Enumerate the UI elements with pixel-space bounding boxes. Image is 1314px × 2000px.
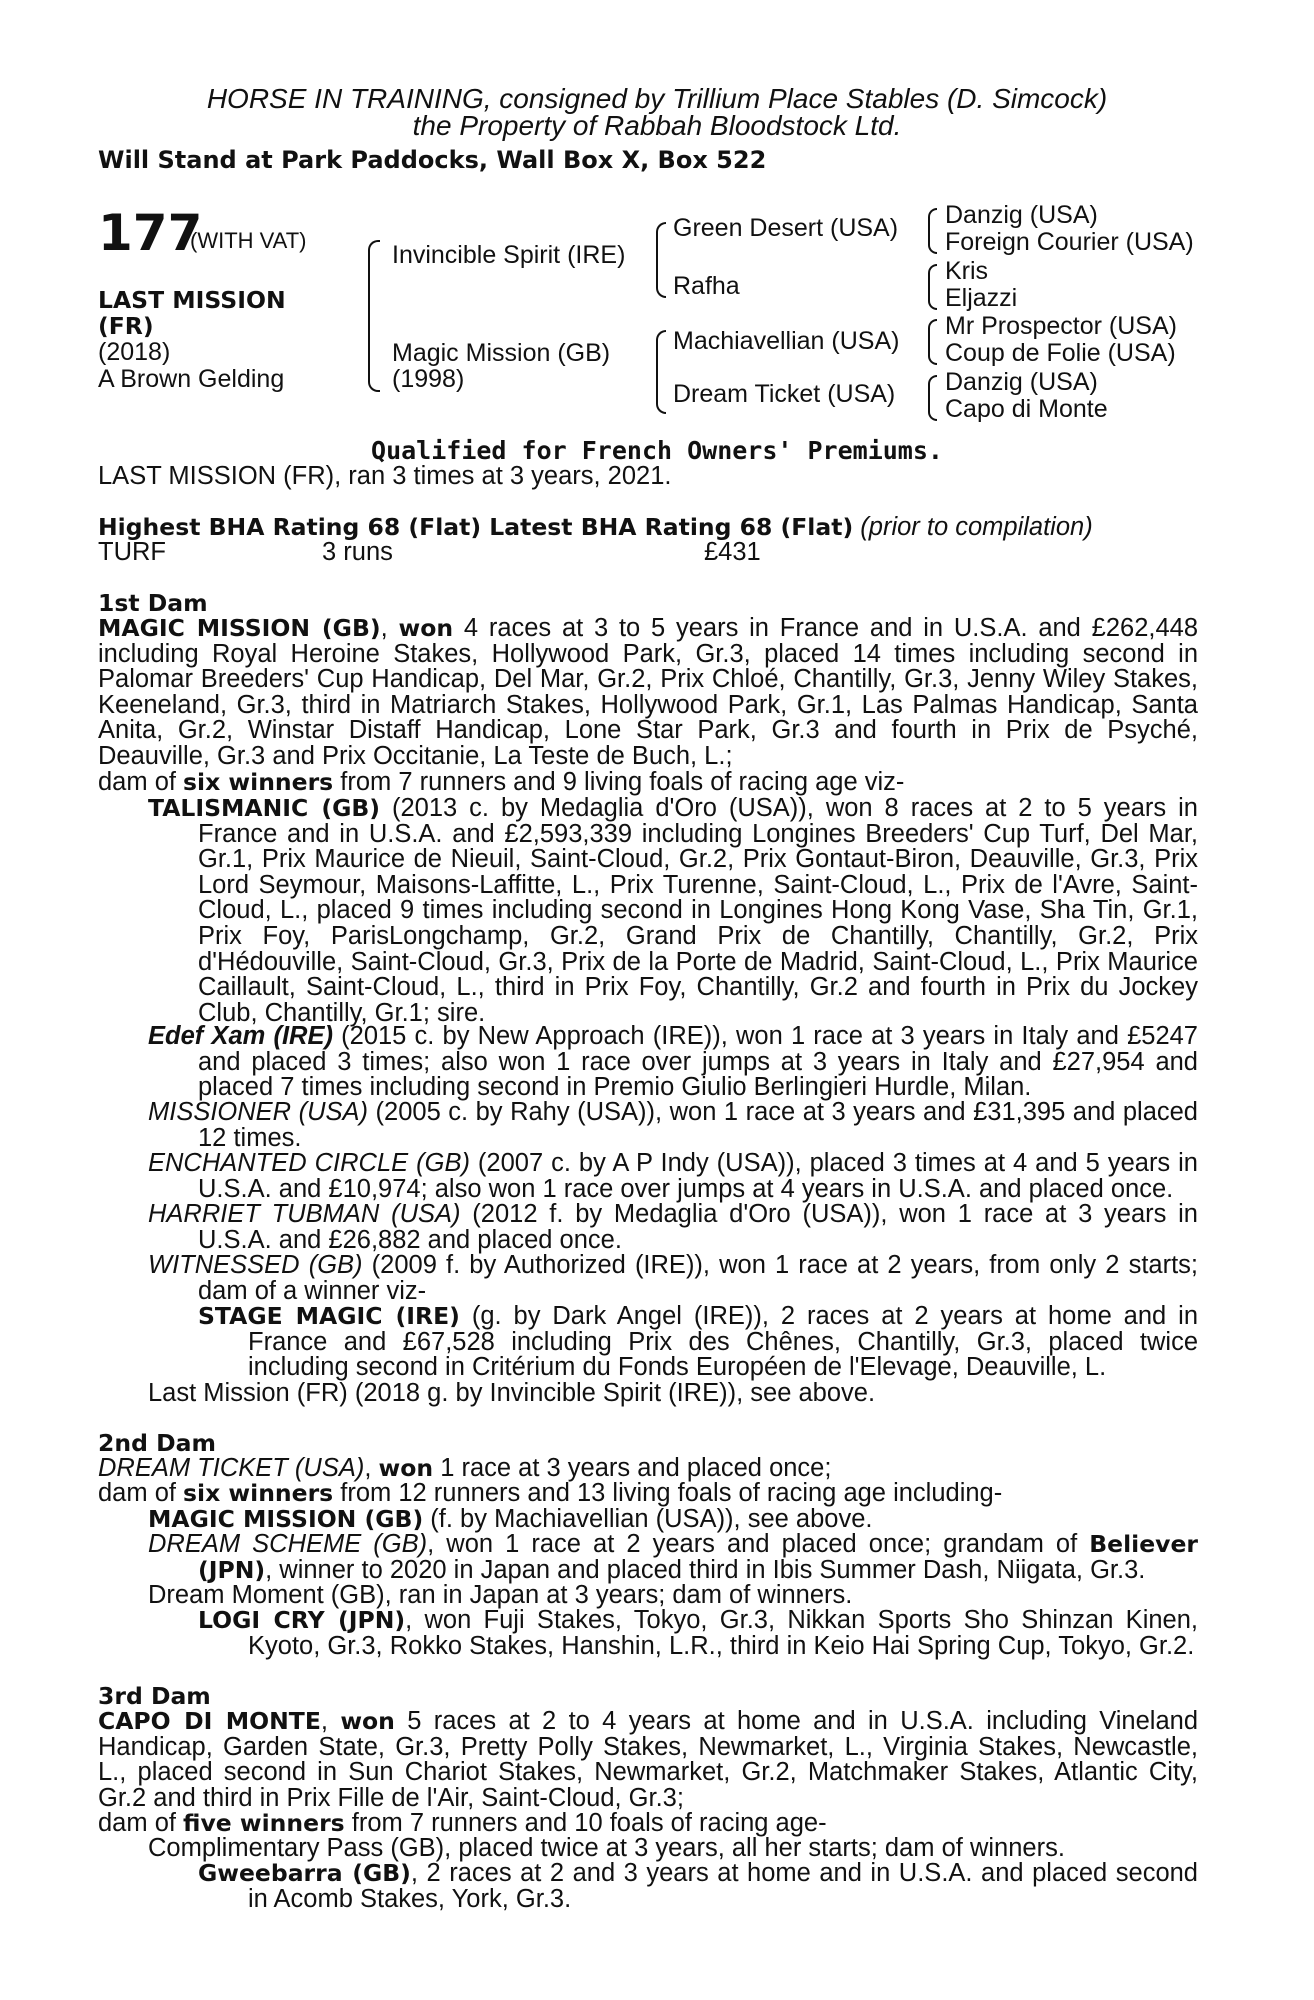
enchanted-name: ENCHANTED CIRCLE (GB) [148,1149,470,1177]
pedigree-ssd: Foreign Courier (USA) [945,228,1194,256]
pedigree-sire: Invincible Spirit (IRE) [392,241,626,269]
pedigree-brace-ds [928,319,937,365]
dam2-record: DREAM TICKET (USA), won 1 race at 3 years and placed once; [98,1454,832,1482]
dam3-dam-of [98,1811,1198,1837]
pedigree-sire-dam: Rafha [673,272,740,300]
dam3-gwee [198,1861,1198,1912]
dam2-dam-of [98,1481,1198,1507]
dam3-dam-of-pre: dam of [98,1809,184,1837]
scheme-text2: , winner to 2020 in Japan and placed third in Ibis Summer Dash, Niigata, Gr.3. [265,1555,1146,1584]
dam3-name: CAPO DI MONTE [98,1707,321,1735]
dam2-dam-of-bold: six winners [183,1479,334,1507]
pedigree-sire-sire: Green Desert (USA) [673,214,899,242]
dam3-dam-of-bold: five winners [183,1809,345,1837]
dam3-heading: 3rd Dam [98,1682,211,1710]
dam2-dam-of-pre: dam of [98,1479,184,1507]
lot-description: A Brown Gelding [98,365,285,393]
talismanic-name: TALISMANIC (GB) [148,794,381,822]
witnessed-text: (2009 f. by Authorized (IRE)), won 1 race at 2 years, from only 2 starts; dam of a winner viz- [198,1251,1198,1305]
dam1-missioner [148,1100,1198,1151]
dam2-name: DREAM TICKET (USA) [98,1454,365,1482]
dam2-heading: 2nd Dam [98,1429,216,1457]
header-line-box: Will Stand at Park Paddocks, Wall Box X, Box 522 [98,146,767,174]
dam2-moment: Dream Moment (GB), ran in Japan at 3 years; dam of winners. [148,1581,853,1609]
pedigree-brace-sd [928,264,937,310]
edef-name: Edef Xam (IRE) [148,1022,333,1050]
dam1-won: won [398,614,454,642]
dam2-scheme [148,1532,1198,1583]
dam1-dam-of-bold: six winners [183,768,334,796]
dam1-name: MAGIC MISSION (GB) [98,614,381,642]
dam1-text: 4 races at 3 to 5 years in France and in U.S.A. and £262,448 including Royal Heroine Stakes, Hollywood Park, Gr.3, placed 14 times including second in Palomar Breeders' Cup Handicap, Del Mar, Gr.2, Prix Chloé, Chantilly, Gr.3, Jenny Wiley Stakes, Keeneland, Gr.3, third in Matriarch Stakes, Hollywood Park, Gr.1, Las Palmas Handicap, Santa Anita, Gr.2, Winstar Distaff Handicap, Lone Star Park, Gr.3 and fourth in Prix de Psyché, Deauville, Gr.3 and Prix Occitanie, La Teste de Buch, L.; [98,614,1199,770]
missioner-text: (2005 c. by Rahy (USA)), won 1 race at 3 years and £31,395 and placed 12 times. [198,1098,1198,1152]
dam3-record: CAPO DI MONTE, won 5 races at 2 to 4 years at home and in U.S.A. including Vineland Handicap, Garden State, Gr.3, Pretty Polly Stakes, Newmarket, L., Virginia Stakes, Newcastle, L., placed second in Sun Chariot Stakes, Newmarket, Gr.2, Matchmaker Stakes, Atlantic City, Gr.2 and third in Prix Fille de l'Air, Saint-Cloud, Gr.3; [98,1707,1198,1812]
pedigree-brace-dam [656,330,666,414]
witnessed-name: WITNESSED (GB) [148,1251,363,1279]
dam1-edef [148,1024,1198,1101]
dam2-logi [198,1608,1198,1659]
pedigree-brace-sire [656,222,666,298]
dam1-enchanted [148,1151,1198,1202]
header-line-property: the Property of Rabbah Bloodstock Ltd. [412,110,902,141]
dam1-witnessed [148,1253,1198,1304]
rating-line [98,515,1093,541]
lot-horse-country: (FR) [98,312,154,340]
gwee-name: Gweebarra (GB) [198,1859,411,1887]
rating-surface: TURF [98,538,166,566]
dam1-last: Last Mission (FR) (2018 g. by Invincible Spirit (IRE)), see above. [148,1379,876,1407]
rating-runs: 3 runs [322,538,393,566]
dam1-talismanic [148,796,1198,1026]
dam3-dam-of-post: from 7 runners and 10 foals of racing age- [344,1809,827,1837]
pedigree-sss: Danzig (USA) [945,201,1098,229]
dam3-text: 5 races at 2 to 4 years at home and in U.S.A. including Vineland Handicap, Garden State, Gr.3, Pretty Polly Stakes, Newmarket, L., Virginia Stakes, Newcastle, L., placed second in Sun Chariot Stakes, Newmarket, Gr.2, Matchmaker Stakes, Atlantic City, Gr.2 and third in Prix Fille de l'Air, Saint-Cloud, Gr.3; [98,1707,1198,1812]
pedigree-sdd: Eljazzi [945,284,1018,312]
lot-vat: (WITH VAT) [190,228,307,253]
stage-name: STAGE MAGIC (IRE) [198,1302,460,1330]
pedigree-brace-dd [928,375,937,421]
missioner-name: MISSIONER (USA) [148,1098,369,1126]
edef-text: (2015 c. by New Approach (IRE)), won 1 race at 3 years in Italy and £5247 and placed 3 times; also won 1 race over jumps at 3 years in Italy and £27,954 and placed 7 times including second in Premio Giulio Berlingieri Hurdle, Milan. [198,1022,1198,1102]
enchanted-text: (2007 c. by A P Indy (USA)), placed 3 times at 4 and 5 years in U.S.A. and £10,974; also won 1 race over jumps at 4 years in U.S.A. and placed once. [198,1149,1198,1203]
gwee-text: , 2 races at 2 and 3 years at home and in U.S.A. and placed second in Acomb Stakes, York, Gr.3. [248,1859,1198,1913]
dam2-won: won [378,1454,434,1482]
dam2-dam-of-post: from 12 runners and 13 living foals of racing age including- [333,1479,1003,1507]
dam1-record: MAGIC MISSION (GB), won 4 races at 3 to 5 years in France and in U.S.A. and £262,448 including Royal Heroine Stakes, Hollywood Park, Gr.3, placed 14 times including second in Palomar Breeders' Cup Handicap, Del Mar, Gr.2, Prix Chloé, Chantilly, Gr.3, Jenny Wiley Stakes, Keeneland, Gr.3, third in Matriarch Stakes, Hollywood Park, Gr.1, Las Palmas Handicap, Santa Anita, Gr.2, Winstar Distaff Handicap, Lone Star Park, Gr.3 and fourth in Prix de Psyché, Deauville, Gr.3 and Prix Occitanie, La Teste de Buch, L.; [98,614,1199,770]
dam1-harriet [148,1202,1198,1253]
pedigree-brace-ss [928,208,937,254]
ran-note: LAST MISSION (FR), ran 3 times at 3 years, 2021. [98,462,672,490]
pedigree-ddd: Capo di Monte [945,395,1108,423]
stage-text: (g. by Dark Angel (IRE)), 2 races at 2 years at home and in France and £67,528 including Prix des Chênes, Chantilly, Gr.3, placed twice including second in Critérium du Fonds Européen de l'Elevage, Deauville, L. [248,1302,1198,1382]
pedigree-dam: Magic Mission (GB) [392,339,611,367]
pedigree-dsd: Coup de Folie (USA) [945,339,1176,367]
dam1-stage [198,1304,1198,1381]
rating-text: Highest BHA Rating 68 (Flat) Latest BHA Rating 68 (Flat) [98,513,854,541]
dam1-dam-of-post: from 7 runners and 9 living foals of racing age viz- [333,768,905,796]
pedigree-dds: Danzig (USA) [945,368,1098,396]
lot-year: (2018) [98,338,171,366]
scheme-text: , won 1 race at 2 years and placed once; grandam of [427,1530,1090,1558]
header-line-consignor: HORSE IN TRAINING, consigned by Trillium Place Stables (D. Simcock) [206,83,1108,114]
dam1-heading: 1st Dam [98,589,208,617]
dam2-text: 1 race at 3 years and placed once; [433,1454,832,1482]
lot-horse-name: LAST MISSION [98,286,286,314]
dam1-dam-of-pre: dam of [98,768,184,796]
logi-text: , won Fuji Stakes, Tokyo, Gr.3, Nikkan Sports Sho Shinzan Kinen, Kyoto, Gr.3, Rokko Stakes, Hanshin, L.R., third in Keio Hai Spring Cup, Tokyo, Gr.2. [248,1606,1198,1660]
rating-earnings: £431 [704,538,761,566]
dam2-magic [148,1507,1198,1533]
talismanic-text: (2013 c. by Medaglia d'Oro (USA)), won 8 races at 2 to 5 years in France and in U.S.A. and £2,593,339 including Longines Breeders' Cup Turf, Del Mar, Gr.1, Prix Maurice de Nieuil, Saint-Cloud, Gr.2, Prix Gontaut-Biron, Deauville, Gr.3, Prix Lord Seymour, Maisons-Laffitte, L., Prix Turenne, Saint-Cloud, L., Prix de l'Avre, Saint-Cloud, L., placed 9 times including second in Longines Hong Kong Vase, Sha Tin, Gr.1, Prix Foy, ParisLongchamp, Gr.2, Grand Prix de Chantilly, Chantilly, Gr.2, Prix d'Hédouville, Saint-Cloud, Gr.3, Prix de la Porte de Madrid, Saint-Cloud, L., Prix Maurice Caillault, Saint-Cloud, L., third in Prix Foy, Chantilly, Gr.2 and fourth in Prix du Jockey Club, Chantilly, Gr.1; sire. [198,794,1198,1027]
pedigree-dam-sire: Machiavellian (USA) [673,327,900,355]
magic-text: (f. by Machiavellian (USA)), see above. [423,1505,873,1533]
dam1-dam-of [98,770,1198,796]
pedigree-dss: Mr Prospector (USA) [945,312,1177,340]
dam3-won: won [340,1707,395,1735]
logi-name: LOGI CRY (JPN) [198,1606,406,1634]
pedigree-brace-main [368,240,380,392]
pedigree-dam-dam: Dream Ticket (USA) [673,380,896,408]
scheme-name: DREAM SCHEME (GB) [148,1530,428,1558]
magic-name: MAGIC MISSION (GB) [148,1505,424,1533]
harriet-text: (2012 f. by Medaglia d'Oro (USA)), won 1 race at 3 years in U.S.A. and £26,882 and placed once. [198,1200,1198,1254]
qualified-note: Qualified for French Owners' Premiums. [371,436,943,465]
believer-name: Believer (JPN) [198,1530,1199,1584]
lot-number: 177 [98,204,203,262]
harriet-name: HARRIET TUBMAN (USA) [148,1200,461,1228]
pedigree-sds: Kris [945,257,989,285]
pedigree-dam-year: (1998) [392,365,465,393]
dam3-comp: Complimentary Pass (GB), placed twice at 3 years, all her starts; dam of winners. [148,1834,1065,1862]
rating-note: (prior to compilation) [860,513,1093,541]
